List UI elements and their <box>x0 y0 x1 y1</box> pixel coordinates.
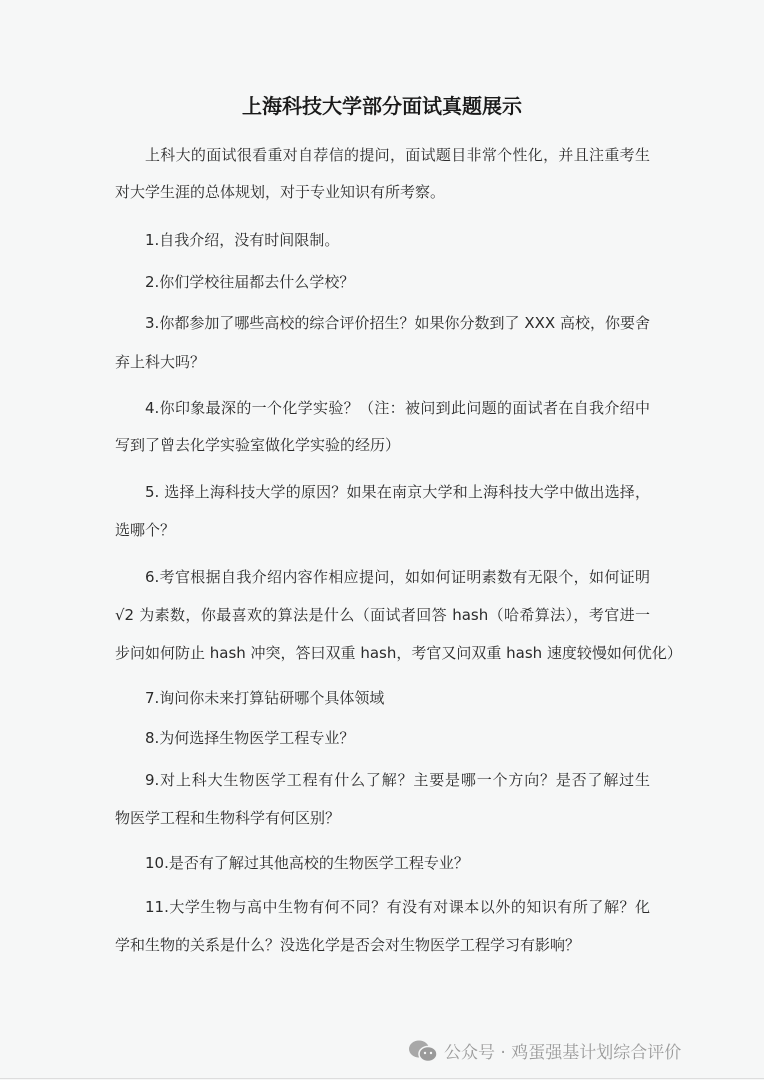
question-4-cont: 写到了曾去化学实验室做化学实验的经历） <box>115 436 401 454</box>
question-5-cont: 选哪个？ <box>115 521 176 539</box>
question-5: 5. 选择上海科技大学的原因？如果在南京大学和上海科技大学中做出选择， <box>145 483 650 501</box>
question-9-cont: 物医学工程和生物科学有何区别？ <box>115 809 341 827</box>
question-6-cont: 步问如何防止 hash 冲突，答曰双重 hash，考官又问双重 hash 速度较慢如何优化） <box>115 644 682 662</box>
question-11: 11.大学生物与高中生物有何不同？有没有对课本以外的知识有所了解？化 <box>145 898 650 916</box>
intro-line: 上科大的面试很看重对自荐信的提问，面试题目非常个性化，并且注重考生 <box>145 146 650 164</box>
document-title: 上海科技大学部分面试真题展示 <box>242 94 522 118</box>
watermark-text: 公众号 · 鸡蛋强基计划综合评价 <box>444 1043 682 1063</box>
question-6: 6.考官根据自我介绍内容作相应提问，如如何证明素数有无限个，如何证明 <box>145 568 650 586</box>
question-3: 3.你都参加了哪些高校的综合评价招生？如果你分数到了 XXX 高校，你要舍 <box>145 314 650 332</box>
intro-line: 对大学生涯的总体规划，对于专业知识有所考察。 <box>115 183 446 201</box>
question-1: 1.自我介绍，没有时间限制。 <box>145 231 340 249</box>
question-8: 8.为何选择生物医学工程专业？ <box>145 729 355 747</box>
watermark <box>408 1038 681 1063</box>
question-10: 10.是否有了解过其他高校的生物医学工程专业？ <box>145 854 469 872</box>
wechat-icon <box>408 1039 438 1063</box>
question-3-cont: 弃上科大吗？ <box>115 353 206 371</box>
question-11-cont: 学和生物的关系是什么？没选化学是否会对生物医学工程学习有影响？ <box>115 936 581 954</box>
question-9: 9.对上科大生物医学工程有什么了解？主要是哪一个方向？是否了解过生 <box>145 771 650 789</box>
divider <box>0 1078 764 1079</box>
question-2: 2.你们学校往届都去什么学校？ <box>145 273 355 291</box>
question-7: 7.询问你未来打算钻研哪个具体领域 <box>145 689 385 707</box>
question-6-cont: √2 为素数，你最喜欢的算法是什么（面试者回答 hash（哈希算法），考官进一 <box>115 606 650 624</box>
question-4: 4.你印象最深的一个化学实验？（注：被问到此问题的面试者在自我介绍中 <box>145 399 650 417</box>
